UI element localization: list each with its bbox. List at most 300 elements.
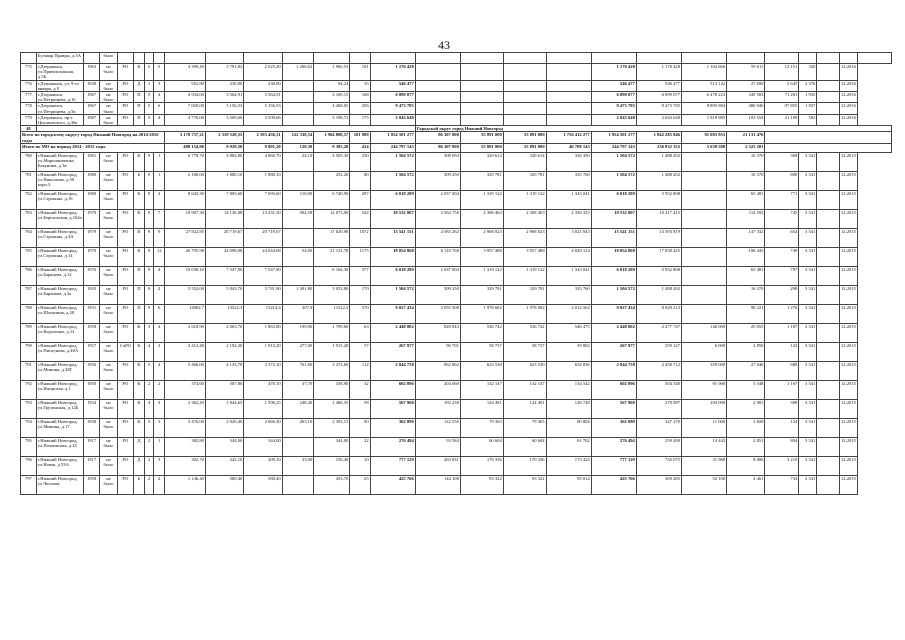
year-cell: 1934	[84, 399, 100, 418]
value-cell: 623 530	[460, 361, 503, 380]
value-cell: 2 968 023	[460, 228, 503, 247]
value-cell: 546 477	[636, 80, 681, 91]
value-cell: 804	[765, 437, 799, 456]
value-cell: 335 760	[546, 285, 591, 304]
total-value: 55 891 000	[503, 132, 546, 143]
entrances-cell: 4	[154, 323, 165, 342]
value-cell: 329 781	[460, 285, 503, 304]
value-cell: 2 412,40	[165, 342, 206, 361]
deadline-cell: 12.2016	[839, 92, 857, 103]
value-cell: 382,80	[165, 437, 206, 456]
total-value: 128,30	[282, 143, 314, 152]
wall-type-cell: К	[133, 399, 144, 418]
value-cell: 567 968	[591, 399, 636, 418]
value-cell: 4 860,70	[244, 152, 282, 171]
year-cell: 1930	[84, 418, 100, 437]
deadline-cell: 12.2015	[839, 418, 857, 437]
entrances-cell: 5	[154, 64, 165, 81]
wall-type-cell: К	[133, 247, 144, 266]
table-row	[21, 103, 892, 114]
value-cell: 6 110 768	[415, 247, 460, 266]
value-cell: 32	[350, 380, 370, 399]
value-cell: 9 473 785	[591, 103, 636, 114]
value-cell: 654	[765, 228, 799, 247]
value-cell: 5 952 808	[636, 266, 681, 285]
value-cell: 248,40	[282, 399, 314, 418]
value-cell: 329 781	[460, 171, 503, 190]
value-cell: 112	[350, 361, 370, 380]
total-city-row	[21, 132, 892, 143]
value-cell	[681, 285, 726, 304]
prior-repair-cell: не было	[99, 247, 117, 266]
value-cell: 2 376	[799, 80, 817, 91]
value-cell: 4 399,49	[165, 64, 206, 81]
value-cell: 3 509,66	[244, 114, 282, 125]
entrances-cell: 2	[154, 475, 165, 494]
entrances-cell: 4	[154, 361, 165, 380]
value-cell: 132 147	[503, 380, 546, 399]
value-cell	[546, 103, 591, 114]
method-cell: РО	[117, 399, 133, 418]
value-cell: 307,9	[282, 304, 314, 323]
floors-cell: 5	[145, 92, 154, 103]
wall-type-cell: Д	[133, 456, 144, 475]
value-cell: 58	[350, 399, 370, 418]
method-cell: РО	[117, 285, 133, 304]
value-cell	[282, 475, 314, 494]
value-cell: 1 276	[765, 304, 799, 323]
deadline-cell: 12.2015	[839, 285, 857, 304]
value-cell: 1 319 122	[460, 266, 503, 285]
value-cell: 3 198,72	[314, 114, 350, 125]
value-cell	[817, 103, 840, 114]
value-cell: 17 620,98	[314, 228, 350, 247]
wall-type-cell: П	[133, 103, 144, 114]
row-number: 781	[21, 171, 37, 190]
value-cell: 132 147	[460, 380, 503, 399]
value-cell	[282, 53, 314, 64]
total-value: 2 193 456,31	[244, 132, 282, 143]
value-cell: 24 044,08	[244, 247, 282, 266]
value-cell	[314, 53, 350, 64]
address-cell: г.Нижний Новгород, ул.Николаева, д.50 корп.3	[36, 171, 83, 190]
address-cell: г.Дзержинск, ул.Петрищева, д.5в	[36, 103, 83, 114]
value-cell: 5 043,70	[205, 285, 243, 304]
value-cell: 124 491	[460, 399, 503, 418]
value-cell: 6 000	[681, 342, 726, 361]
value-cell: 14982,7	[165, 304, 206, 323]
floors-cell: 5	[145, 114, 154, 125]
total-value: 2 339 528,55	[205, 132, 243, 143]
value-cell	[817, 80, 840, 91]
value-cell: 329 781	[503, 285, 546, 304]
prior-repair-cell: не было	[99, 399, 117, 418]
prior-repair-cell: не было	[99, 80, 117, 91]
entrances-cell	[154, 53, 165, 64]
floors-cell: 9	[145, 266, 154, 285]
value-cell	[415, 103, 460, 114]
table-row	[21, 228, 892, 247]
value-cell: 13 393 819	[636, 228, 681, 247]
row-number	[21, 53, 37, 64]
value-cell: 259 127	[636, 342, 681, 361]
total-value: 2 325 203	[727, 143, 765, 152]
total-value: 86 307 000	[415, 143, 460, 152]
floors-cell: 5	[145, 361, 154, 380]
value-cell: 11522,3	[314, 304, 350, 323]
value-cell: 1 880,10	[205, 171, 243, 190]
value-cell: 771	[765, 190, 799, 209]
value-cell: 536 742	[460, 323, 503, 342]
wall-type-cell: П	[133, 114, 144, 125]
table-row	[21, 437, 892, 456]
table-row	[21, 323, 892, 342]
value-cell: 580,40	[205, 475, 243, 494]
value-cell: 7 020,00	[165, 103, 206, 114]
deadline-cell: 12.2015	[839, 437, 857, 456]
value-cell: 359 000	[681, 361, 726, 380]
wall-type-cell: К	[133, 418, 144, 437]
value-cell: 3 541	[799, 380, 817, 399]
value-cell: 1 915,20	[244, 342, 282, 361]
value-cell: 3 957 488	[503, 247, 546, 266]
value-cell: 1 319 122	[503, 266, 546, 285]
value-cell: 349 583	[727, 92, 765, 103]
section-title: Городской округ город Нижний Новгород	[415, 126, 891, 132]
value-cell: 1 146,40	[165, 475, 206, 494]
table-row	[21, 152, 892, 171]
value-cell: 4 776,00	[165, 114, 206, 125]
value-cell: 4 268,05	[314, 103, 350, 114]
value-cell: 3 541	[799, 323, 817, 342]
value-cell: 5 645	[765, 80, 799, 91]
value-cell: 20 719,67	[244, 228, 282, 247]
row-number: 795	[21, 437, 37, 456]
year-cell: 1935	[84, 285, 100, 304]
value-cell: 1 799,60	[314, 323, 350, 342]
value-cell: 18 907,30	[165, 209, 206, 228]
value-cell: 344,00	[244, 437, 282, 456]
value-cell: 1072	[350, 228, 370, 247]
total-value: 9 801,20	[244, 143, 282, 152]
deadline-cell: 12.2015	[839, 228, 857, 247]
entrances-cell: 1	[154, 437, 165, 456]
value-cell: 1 167	[765, 380, 799, 399]
value-cell: 734	[765, 475, 799, 494]
value-cell: 37,70	[282, 380, 314, 399]
floors-cell	[145, 53, 154, 64]
total-value: 1 756 412 277	[546, 132, 591, 143]
value-cell: 329 614	[503, 152, 546, 171]
value-cell	[765, 53, 799, 64]
value-cell: 3 541	[799, 418, 817, 437]
address-cell: г.Нижний Новгород, ул.Минина, д.17	[36, 418, 83, 437]
address-cell: г.Нижний Новгород, ул.Строкина, д.16	[36, 190, 83, 209]
deadline-cell: 12.2015	[839, 475, 857, 494]
value-cell: 5 466,00	[165, 361, 206, 380]
value-cell: 3 055 508	[415, 304, 460, 323]
value-cell	[460, 92, 503, 103]
value-cell: 6 018 289	[370, 190, 415, 209]
year-cell: 1963	[84, 64, 100, 81]
value-cell: 962 862	[415, 361, 460, 380]
value-cell: 126 748	[546, 399, 591, 418]
value-cell: 5 548	[727, 380, 765, 399]
value-cell: 2 525,20	[244, 64, 282, 81]
year-cell: 1979	[84, 247, 100, 266]
value-cell: 79 365	[460, 418, 503, 437]
value-cell	[282, 437, 314, 456]
value-cell	[681, 266, 726, 285]
value-cell: 2 458 712	[636, 361, 681, 380]
value-cell: 602 896	[370, 380, 415, 399]
value-cell	[546, 80, 591, 91]
value-cell: 513 142	[681, 80, 726, 91]
value-cell: 294 000	[681, 399, 726, 418]
value-cell	[503, 114, 546, 125]
value-cell: 24,10	[282, 152, 314, 171]
prior-repair-cell: не было	[99, 266, 117, 285]
address-cell: г.Нижний Новгород, ул.Ижорская, д.1	[36, 380, 83, 399]
value-cell: 1 504 572	[370, 171, 415, 190]
table-row	[21, 380, 892, 399]
value-cell: 170 336	[460, 456, 503, 475]
value-cell: 11 000	[681, 418, 726, 437]
address-cell: г.Нижний Новгород, ул.Мирошниченко Бакунина, д.3в	[36, 152, 83, 171]
value-cell	[817, 399, 840, 418]
total-value: 91 083 955	[681, 132, 726, 143]
data-table	[20, 52, 892, 495]
value-cell: 54,00	[282, 247, 314, 266]
method-cell: РО	[117, 361, 133, 380]
value-cell: 263,10	[282, 418, 314, 437]
entrances-cell: 3	[154, 399, 165, 418]
value-cell: 80	[350, 171, 370, 190]
address-cell: г.Нижний Новгород, ул.Пискунова, д.40А	[36, 342, 83, 361]
value-cell: 377	[350, 266, 370, 285]
value-cell: 4 133,70	[205, 361, 243, 380]
year-cell: 1967	[84, 103, 100, 114]
year-cell	[84, 53, 100, 64]
address-cell: г.Дзержинск, пр-т Циолковского, д.36а	[36, 114, 83, 125]
deadline-cell: 12.2015	[839, 456, 857, 475]
year-cell: 1950	[84, 380, 100, 399]
floors-cell: 3	[145, 323, 154, 342]
row-number: 793	[21, 399, 37, 418]
value-cell: 3 541	[799, 285, 817, 304]
value-cell	[415, 92, 460, 103]
row-number: 788	[21, 304, 37, 323]
entrances-cell: 2	[154, 285, 165, 304]
value-cell: 8 643,30	[165, 190, 206, 209]
value-cell: 79 365	[503, 418, 546, 437]
value-cell: 192 238	[415, 399, 460, 418]
prior-repair-cell: не было	[99, 92, 117, 103]
value-cell: 425 766	[370, 475, 415, 494]
value-cell: 1 504 572	[370, 152, 415, 171]
prior-repair-cell: не было	[99, 418, 117, 437]
value-cell	[817, 209, 840, 228]
method-cell: РО	[117, 92, 133, 103]
value-cell	[817, 190, 840, 209]
value-cell: 14 136,08	[205, 209, 243, 228]
value-cell	[817, 418, 840, 437]
value-cell: 276 494	[370, 437, 415, 456]
value-cell	[282, 266, 314, 285]
value-cell	[350, 53, 370, 64]
value-cell	[817, 64, 840, 81]
year-cell: 1956	[84, 361, 100, 380]
value-cell	[817, 247, 840, 266]
floors-cell: 5	[145, 418, 154, 437]
total-value: 9 385,20	[314, 143, 350, 152]
value-cell: 103 554	[727, 114, 765, 125]
row-number: 776	[21, 80, 37, 91]
table-row	[21, 171, 892, 190]
value-cell: 1 918 985	[681, 114, 726, 125]
entrances-cell: 1	[154, 171, 165, 190]
value-cell: 3 169,15	[314, 92, 350, 103]
year-cell: 1979	[84, 209, 100, 228]
value-cell: 3 957 488	[460, 247, 503, 266]
value-cell: 567 968	[370, 399, 415, 418]
deadline-cell: 12.2015	[839, 247, 857, 266]
value-cell: 58 737	[503, 342, 546, 361]
value-cell: 3 541	[799, 361, 817, 380]
wall-type-cell: К	[133, 361, 144, 380]
value-cell: 57	[350, 342, 370, 361]
value-cell: 26 795,98	[165, 247, 206, 266]
value-cell: 2 362,20	[165, 399, 206, 418]
page-number: 43	[438, 38, 450, 52]
value-cell: 1 960,53	[314, 64, 350, 81]
value-cell: 209,10	[244, 456, 282, 475]
value-cell: 10 417 415	[636, 209, 681, 228]
table-row	[21, 475, 892, 494]
value-cell	[817, 475, 840, 494]
value-cell	[591, 53, 636, 64]
value-cell: 344,00	[314, 437, 350, 456]
method-cell: РО	[117, 114, 133, 125]
value-cell: 1 488 202	[636, 285, 681, 304]
value-cell: 2 393,15	[314, 418, 350, 437]
value-cell: 6 899 077	[591, 92, 636, 103]
value-cell: 1 343 041	[546, 266, 591, 285]
value-cell: 749	[765, 247, 799, 266]
value-cell: 7 547,90	[244, 266, 282, 285]
value-cell: 338,90	[314, 380, 350, 399]
total-value: 46 708 143	[546, 143, 591, 152]
value-cell: 2 981	[727, 399, 765, 418]
value-cell	[817, 323, 840, 342]
prior-repair-cell: не было	[99, 209, 117, 228]
table-row	[21, 92, 892, 103]
value-cell: 267 977	[370, 342, 415, 361]
value-cell	[681, 304, 726, 323]
prior-repair-cell: не было	[99, 171, 117, 190]
row-number: 775	[21, 64, 37, 81]
row-number: 783	[21, 209, 37, 228]
prior-repair-cell: не было	[99, 437, 117, 456]
value-cell: 344,00	[205, 437, 243, 456]
value-cell: 21 131,78	[314, 247, 350, 266]
value-cell	[681, 228, 726, 247]
value-cell: 65 481	[727, 266, 765, 285]
value-cell: 761,60	[282, 361, 314, 380]
value-cell: 3 541	[799, 152, 817, 171]
value-cell: 90	[350, 418, 370, 437]
value-cell	[415, 80, 460, 91]
value-cell: 230	[350, 152, 370, 171]
value-cell: 114 592	[727, 209, 765, 228]
floors-cell: 9	[145, 209, 154, 228]
value-cell: 63	[350, 323, 370, 342]
value-cell: 22	[350, 437, 370, 456]
prior-repair-cell: не было	[99, 475, 117, 494]
value-cell: 8 895 884	[681, 103, 726, 114]
value-cell: 7 805,60	[205, 190, 243, 209]
value-cell: 3 541	[799, 456, 817, 475]
value-cell: 27 822,85	[165, 228, 206, 247]
value-cell: 2 666,30	[244, 418, 282, 437]
entrances-cell: 3	[154, 456, 165, 475]
value-cell: 12 151	[765, 64, 799, 81]
value-cell: 59 802	[546, 342, 591, 361]
value-cell: 170	[350, 285, 370, 304]
value-cell: 1 187	[765, 323, 799, 342]
row-number: 797	[21, 475, 37, 494]
value-cell: 9 473 785	[370, 103, 415, 114]
value-cell: 31 968	[681, 456, 726, 475]
floors-cell: 9	[145, 304, 154, 323]
value-cell: 3 541	[799, 342, 817, 361]
entrances-cell: 2	[154, 380, 165, 399]
value-cell: 2 037 004	[415, 190, 460, 209]
value-cell: 24 098,08	[205, 247, 243, 266]
wall-type-cell: К	[133, 380, 144, 399]
value-cell: 3 564 756	[415, 209, 460, 228]
total-value: 122 338,54	[282, 132, 314, 143]
total-value: 414	[350, 143, 370, 152]
value-cell: 828 843	[415, 323, 460, 342]
value-cell	[546, 114, 591, 125]
section-number: 48	[21, 126, 37, 132]
value-cell	[460, 53, 503, 64]
value-cell: 6 478 223	[681, 92, 726, 103]
row-number: 777	[21, 92, 37, 103]
value-cell: 9 027 434	[370, 304, 415, 323]
year-cell: 1917	[84, 437, 100, 456]
prior-repair-cell: не было	[99, 456, 117, 475]
year-cell: 1976	[84, 266, 100, 285]
value-cell: 3 476,00	[165, 418, 206, 437]
value-cell	[817, 304, 840, 323]
address-cell: Бульвар Правды, д.3А	[36, 53, 83, 64]
value-cell: 270 087	[636, 399, 681, 418]
value-cell: 5 156,53	[205, 103, 243, 114]
total-period-row	[21, 143, 892, 152]
value-cell	[415, 64, 460, 81]
prior-repair-cell: не было	[99, 323, 117, 342]
value-cell: 59 611	[727, 64, 765, 81]
value-cell	[415, 53, 460, 64]
value-cell: 52 100	[681, 475, 726, 494]
entrances-cell: 1	[154, 152, 165, 171]
value-cell	[817, 437, 840, 456]
total-value: 488 154,06	[165, 143, 206, 152]
wall-type-cell: К	[133, 190, 144, 209]
floors-cell: 5	[145, 64, 154, 81]
